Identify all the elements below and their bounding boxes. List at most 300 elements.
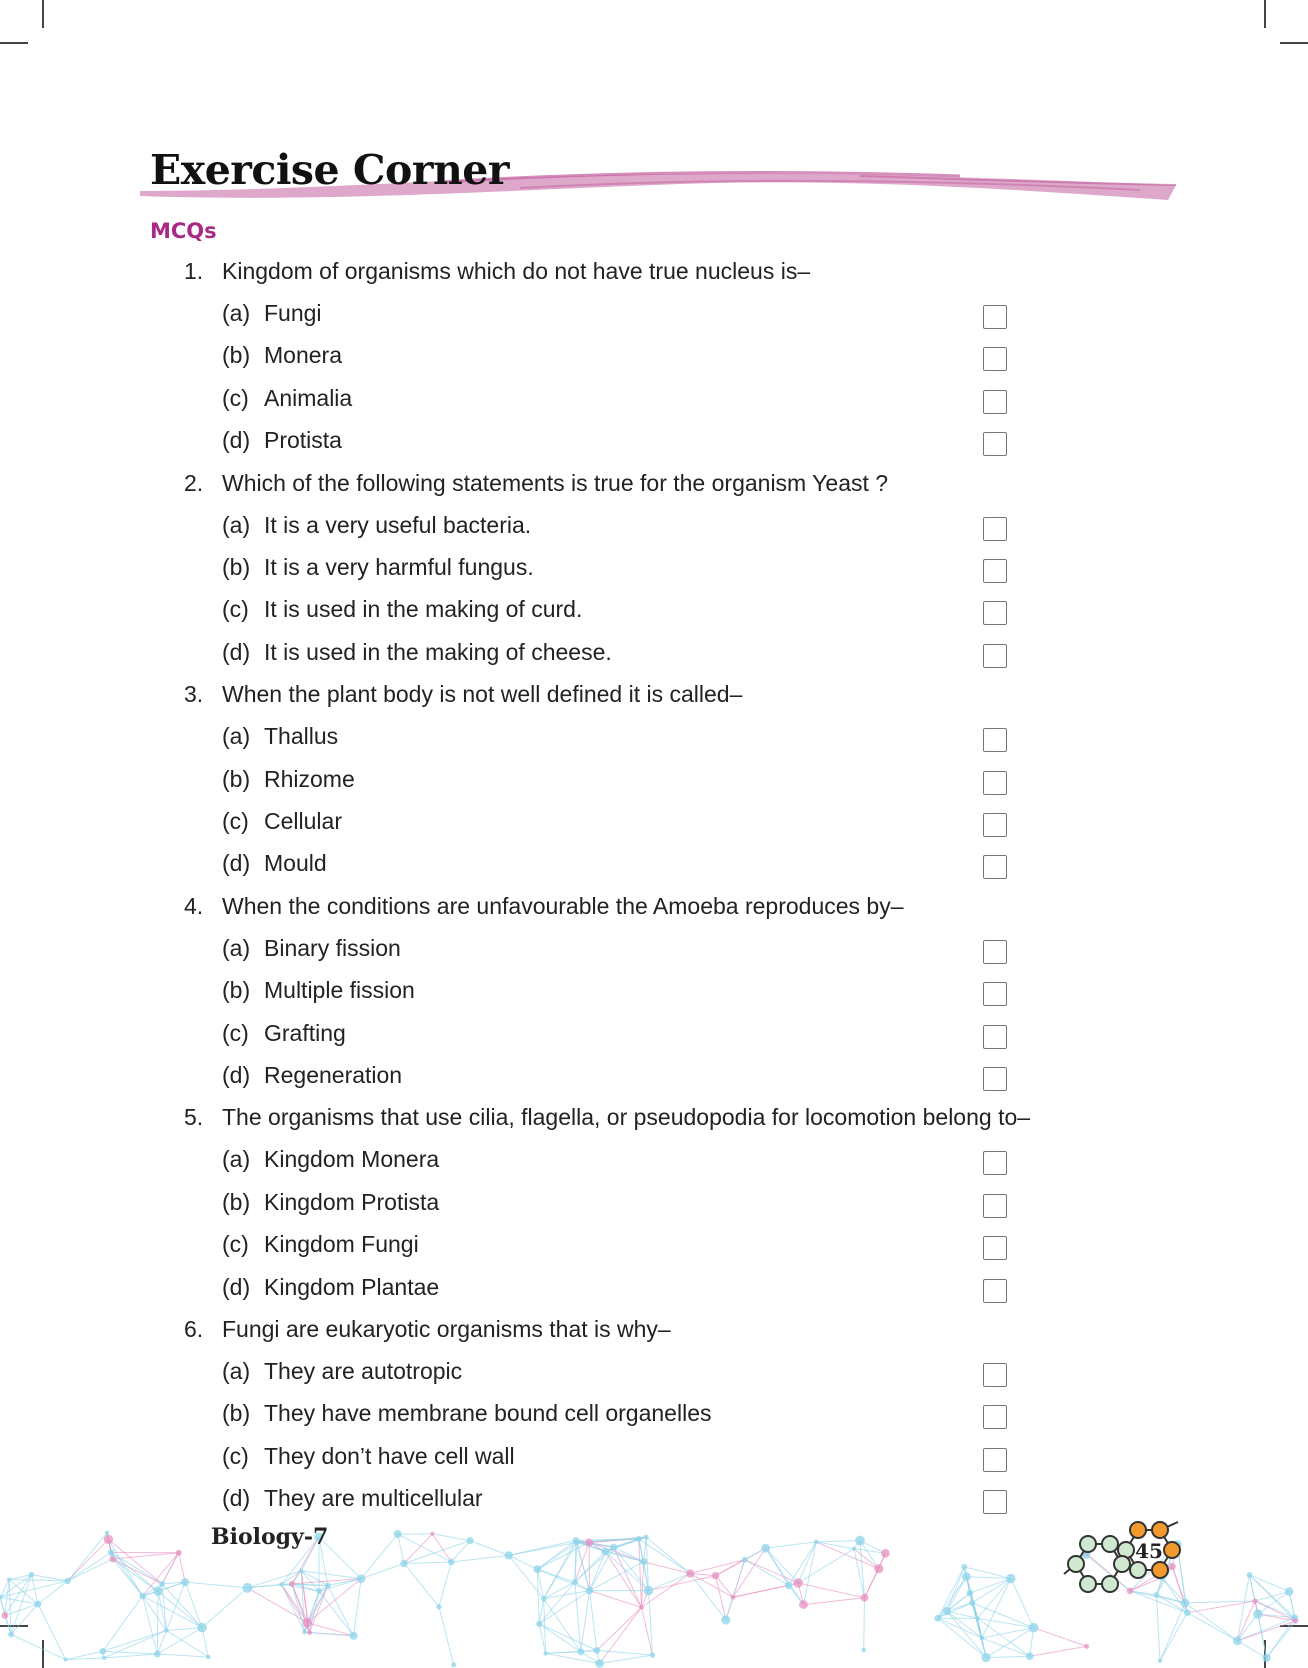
option-letter: (c) (222, 1442, 249, 1469)
question-text: The organisms that use cilia, flagella, or pseudopodia for locomotion belong to– (222, 1104, 1031, 1131)
network-node (610, 1544, 617, 1551)
network-link (1258, 1614, 1267, 1658)
answer-option (222, 427, 342, 454)
answer-checkbox[interactable] (983, 305, 1007, 329)
answer-checkbox[interactable] (983, 347, 1007, 371)
network-link (766, 1548, 798, 1583)
network-node (639, 1605, 644, 1610)
network-node (467, 1537, 474, 1544)
page-number-badge (1050, 1504, 1200, 1614)
network-node (302, 1630, 307, 1635)
network-link (766, 1548, 804, 1604)
option-letter: (c) (222, 1231, 249, 1258)
network-node (505, 1551, 513, 1559)
network-node (1252, 1598, 1257, 1603)
network-node (159, 1581, 165, 1587)
network-link (68, 1539, 109, 1580)
network-link (1160, 1613, 1187, 1661)
network-link (509, 1555, 544, 1598)
network-node (979, 1636, 984, 1641)
answer-checkbox[interactable] (983, 517, 1007, 541)
hexagon-node (1068, 1556, 1084, 1572)
option-letter: (b) (222, 977, 251, 1004)
network-link (398, 1534, 452, 1562)
network-node (602, 1548, 609, 1555)
network-node (874, 1564, 883, 1573)
option-text: Fungi (264, 300, 322, 326)
network-node (99, 1648, 106, 1655)
network-node (793, 1578, 802, 1587)
question (184, 1104, 1030, 1131)
option-letter: (d) (222, 850, 251, 877)
network-link (816, 1542, 854, 1549)
crop-mark (1264, 0, 1266, 28)
answer-checkbox[interactable] (983, 390, 1007, 414)
network-node (861, 1648, 866, 1653)
answer-option (222, 1062, 402, 1089)
question-text: When the conditions are unfavourable the Amoeba reproduces by– (222, 892, 904, 919)
option-letter: (b) (222, 342, 251, 369)
option-text: Binary fission (264, 934, 401, 961)
option-text: Protista (264, 427, 342, 454)
network-node (644, 1586, 654, 1596)
network-node (430, 1532, 434, 1536)
option-letter: (b) (222, 765, 251, 792)
answer-option (222, 766, 355, 793)
answer-option (222, 1358, 462, 1385)
network-link (1249, 1575, 1289, 1592)
network-link (644, 1537, 647, 1562)
network-link (978, 1618, 1034, 1627)
question-text: Fungi are eukaryotic organisms that is why– (222, 1316, 671, 1342)
network-link (38, 1604, 66, 1660)
network-node (572, 1537, 579, 1544)
network-link (404, 1563, 439, 1606)
network-node (316, 1588, 322, 1594)
network-link (575, 1552, 605, 1582)
answer-checkbox[interactable] (983, 855, 1007, 879)
network-node (799, 1600, 808, 1609)
page-title: Exercise Corner (150, 146, 509, 194)
network-link (1034, 1628, 1087, 1647)
network-link (328, 1585, 354, 1635)
answer-checkbox[interactable] (983, 1236, 1007, 1260)
option-text: It is a very useful bacteria. (264, 511, 532, 538)
network-node (585, 1539, 593, 1547)
option-text: They are multicellular (264, 1485, 483, 1512)
network-node (881, 1549, 890, 1558)
answer-option (222, 1146, 439, 1173)
question-number: 3. (184, 681, 204, 708)
network-link (733, 1548, 766, 1597)
answer-checkbox[interactable] (983, 432, 1007, 456)
option-letter: (a) (222, 1358, 251, 1384)
network-node (636, 1536, 642, 1542)
answer-checkbox[interactable] (983, 982, 1007, 1006)
answer-option (222, 808, 342, 835)
network-node (814, 1540, 819, 1545)
network-node (1262, 1654, 1270, 1662)
hexagon-node (1130, 1562, 1146, 1578)
answer-option (222, 554, 534, 581)
network-node (153, 1587, 162, 1596)
network-node (543, 1651, 547, 1655)
network-node (325, 1583, 331, 1589)
crop-mark (0, 42, 28, 44)
answer-option (222, 300, 322, 327)
answer-checkbox[interactable] (983, 644, 1007, 668)
answer-option (222, 639, 612, 666)
network-node (962, 1572, 971, 1581)
network-node (451, 1662, 456, 1667)
option-letter: (a) (222, 511, 251, 538)
network-node (855, 1536, 865, 1546)
network-node (1233, 1636, 1242, 1645)
hexagon-node (1114, 1556, 1130, 1572)
network-node (1158, 1659, 1162, 1663)
network-link (247, 1588, 307, 1623)
answer-checkbox[interactable] (983, 601, 1007, 625)
option-text: Kingdom Fungi (264, 1231, 419, 1258)
network-node (1029, 1623, 1039, 1633)
option-text: Monera (264, 342, 342, 369)
network-node (139, 1593, 145, 1599)
network-node (961, 1564, 967, 1570)
question-text: Kingdom of organisms which do not have true nucleus is– (222, 258, 811, 284)
network-node (8, 1631, 14, 1637)
network-node (350, 1632, 358, 1640)
question (184, 681, 742, 708)
option-text: They don’t have cell wall (264, 1442, 515, 1469)
network-link (597, 1607, 642, 1650)
network-node (761, 1544, 770, 1553)
network-link (166, 1631, 208, 1657)
option-text: Rhizome (264, 765, 355, 792)
option-letter: (c) (222, 596, 249, 623)
network-link (798, 1583, 864, 1598)
network-link (68, 1533, 107, 1581)
network-link (1237, 1641, 1266, 1658)
network-link (1237, 1575, 1249, 1641)
option-text: It is used in the making of curd. (264, 596, 583, 623)
network-link (1258, 1592, 1289, 1615)
network-link (972, 1603, 1033, 1628)
network-link (537, 1569, 589, 1590)
network-node (303, 1618, 312, 1627)
answer-option (222, 385, 352, 412)
network-link (864, 1598, 865, 1650)
option-text: Kingdom Monera (264, 1146, 440, 1173)
hexagon-node (1102, 1576, 1118, 1592)
network-node (1, 1612, 8, 1619)
option-text: Kingdom Protista (264, 1188, 440, 1215)
network-node (29, 1572, 34, 1577)
option-text: Grafting (264, 1019, 346, 1046)
answer-option (222, 1274, 439, 1301)
option-letter: (c) (222, 384, 249, 411)
network-node (969, 1600, 975, 1606)
answer-checkbox[interactable] (983, 1448, 1007, 1472)
answer-option (222, 512, 531, 539)
network-node (1026, 1652, 1034, 1660)
answer-option (222, 1400, 712, 1427)
network-node (448, 1559, 455, 1566)
network-node (650, 1652, 656, 1658)
network-link (354, 1579, 362, 1636)
crop-mark (42, 0, 44, 28)
option-text: They are autotropic (264, 1358, 463, 1384)
hexagon-node (1130, 1522, 1146, 1538)
option-letter: (a) (222, 300, 251, 326)
network-node (1246, 1572, 1252, 1578)
network-link (1267, 1621, 1296, 1658)
network-link (745, 1560, 798, 1583)
option-letter: (d) (222, 1485, 251, 1512)
network-link (982, 1638, 1030, 1656)
answer-checkbox[interactable] (983, 813, 1007, 837)
network-link (816, 1541, 860, 1542)
answer-checkbox[interactable] (983, 559, 1007, 583)
network-link (143, 1596, 158, 1654)
network-link (432, 1534, 470, 1541)
option-letter: (a) (222, 723, 251, 750)
network-node (105, 1531, 109, 1535)
network-node (1293, 1618, 1298, 1623)
network-link (68, 1553, 112, 1581)
option-letter: (a) (222, 934, 251, 961)
option-letter: (c) (222, 808, 249, 834)
network-node (206, 1655, 211, 1660)
network-link (404, 1562, 451, 1564)
network-link (544, 1599, 581, 1652)
question-text: Which of the following statements is true for the organism Yeast ? (222, 469, 889, 496)
answer-option (222, 1231, 419, 1258)
answer-checkbox[interactable] (983, 728, 1007, 752)
network-node (1006, 1574, 1015, 1583)
network-node (785, 1582, 793, 1590)
option-text: Thallus (264, 723, 339, 750)
network-node (861, 1594, 869, 1602)
network-link (157, 1591, 158, 1654)
hexagon-node (1080, 1576, 1096, 1592)
option-text: Cellular (264, 808, 342, 834)
network-node (242, 1583, 252, 1593)
answer-checkbox[interactable] (983, 1194, 1007, 1218)
option-letter: (d) (222, 1273, 251, 1300)
network-link (179, 1553, 185, 1582)
answer-checkbox[interactable] (983, 1025, 1007, 1049)
network-link (319, 1591, 353, 1636)
network-link (1237, 1621, 1295, 1641)
network-link (590, 1591, 597, 1651)
network-link (539, 1624, 597, 1650)
network-link (202, 1588, 247, 1628)
answer-checkbox[interactable] (983, 771, 1007, 795)
network-node (577, 1648, 584, 1655)
network-link (1187, 1613, 1237, 1641)
network-link (648, 1576, 715, 1591)
network-link (539, 1591, 589, 1624)
network-node (307, 1630, 312, 1635)
answer-option (222, 850, 327, 877)
answer-checkbox[interactable] (983, 1363, 1007, 1387)
network-node (943, 1607, 951, 1615)
network-link (690, 1573, 733, 1597)
crop-mark (1280, 42, 1308, 44)
network-node (731, 1595, 736, 1600)
network-link (597, 1650, 653, 1655)
option-letter: (b) (222, 554, 251, 580)
network-node (197, 1623, 207, 1633)
network-node (533, 1565, 541, 1573)
answer-checkbox[interactable] (983, 1067, 1007, 1091)
network-link (143, 1596, 202, 1628)
network-node (164, 1628, 168, 1632)
network-link (103, 1596, 143, 1651)
network-node (742, 1557, 748, 1563)
network-node (279, 1582, 284, 1587)
network-node (289, 1581, 295, 1587)
network-link (581, 1591, 590, 1652)
question (184, 893, 904, 920)
answer-option (222, 723, 338, 750)
hexagon-node (1080, 1536, 1096, 1552)
network-node (712, 1572, 719, 1579)
question-number: 1. (184, 258, 204, 284)
section-heading: MCQs (150, 219, 217, 243)
network-link (600, 1607, 642, 1663)
network-link (938, 1567, 965, 1618)
network-link (439, 1562, 451, 1607)
network-node (721, 1615, 730, 1624)
option-text: They have membrane bound cell organelles (264, 1400, 712, 1427)
network-node (357, 1574, 366, 1583)
question (184, 258, 810, 285)
answer-checkbox[interactable] (983, 1405, 1007, 1429)
network-node (572, 1579, 578, 1585)
network-link (470, 1541, 509, 1556)
network-node (34, 1601, 41, 1608)
network-node (1253, 1609, 1263, 1619)
network-node (108, 1549, 114, 1555)
network-link (157, 1654, 208, 1657)
option-text: Regeneration (264, 1062, 403, 1088)
network-node (400, 1560, 408, 1568)
answer-option (222, 342, 342, 369)
hexagon-node (1102, 1536, 1118, 1552)
network-link (185, 1582, 247, 1588)
network-link (108, 1539, 142, 1596)
question-number: 4. (184, 892, 204, 919)
network-node (536, 1621, 542, 1627)
option-letter: (a) (222, 1146, 251, 1173)
network-node (541, 1596, 547, 1602)
option-text: Mould (264, 850, 327, 877)
option-letter: (d) (222, 427, 251, 454)
network-node (934, 1615, 941, 1622)
question-number: 5. (184, 1104, 204, 1131)
network-link (803, 1598, 864, 1605)
network-node (981, 1653, 990, 1662)
network-node (436, 1604, 441, 1609)
network-node (640, 1558, 647, 1565)
network-node (1084, 1644, 1089, 1649)
hexagon-node (1164, 1542, 1180, 1558)
network-node (102, 1656, 106, 1660)
network-link (0, 1597, 38, 1604)
network-node (595, 1659, 604, 1668)
answer-option (222, 1443, 515, 1470)
network-link (798, 1549, 854, 1583)
network-link (113, 1553, 179, 1559)
network-node (64, 1578, 71, 1585)
network-link (301, 1571, 361, 1579)
network-node (154, 1651, 161, 1658)
question-number: 6. (184, 1316, 204, 1342)
network-link (439, 1607, 454, 1665)
hexagon-node (1152, 1562, 1168, 1578)
network-node (593, 1647, 600, 1654)
network-link (68, 1559, 113, 1581)
answer-option (222, 977, 415, 1004)
title-banner (140, 140, 1180, 210)
network-link (451, 1555, 509, 1562)
hexagon-node (1152, 1522, 1168, 1538)
network-node (586, 1587, 594, 1595)
book-title: Biology-7 (211, 1524, 329, 1550)
network-link (1030, 1646, 1087, 1656)
network-node (967, 1590, 974, 1597)
network-link (766, 1542, 816, 1548)
network-link (162, 1553, 179, 1584)
network-link (986, 1656, 1030, 1657)
network-node (686, 1569, 694, 1577)
answer-checkbox[interactable] (983, 1151, 1007, 1175)
network-node (852, 1547, 856, 1551)
network-link (690, 1560, 745, 1574)
option-text: Kingdom Plantae (264, 1273, 440, 1300)
answer-option (222, 1189, 439, 1216)
answer-option (222, 935, 401, 962)
answer-checkbox[interactable] (983, 940, 1007, 964)
network-link (103, 1651, 158, 1654)
network-link (509, 1555, 538, 1569)
option-letter: (d) (222, 638, 251, 665)
network-node (1285, 1587, 1294, 1596)
question (184, 1316, 671, 1343)
network-node (109, 1556, 116, 1563)
option-text: It is used in the making of cheese. (264, 638, 612, 665)
network-node (104, 1535, 113, 1544)
network-node (7, 1577, 11, 1581)
network-link (398, 1534, 404, 1563)
network-node (644, 1535, 649, 1540)
answer-option (222, 1020, 346, 1047)
answer-checkbox[interactable] (983, 1279, 1007, 1303)
option-text: Multiple fission (264, 977, 415, 1004)
network-node (63, 1658, 67, 1662)
option-letter: (c) (222, 1019, 249, 1046)
network-link (639, 1539, 691, 1574)
network-node (176, 1550, 182, 1556)
network-link (11, 1634, 65, 1659)
option-text: Animalia (264, 384, 353, 411)
option-letter: (b) (222, 1188, 251, 1215)
network-node (394, 1530, 402, 1538)
network-link (798, 1542, 816, 1583)
option-letter: (b) (222, 1400, 251, 1427)
network-link (600, 1655, 653, 1663)
